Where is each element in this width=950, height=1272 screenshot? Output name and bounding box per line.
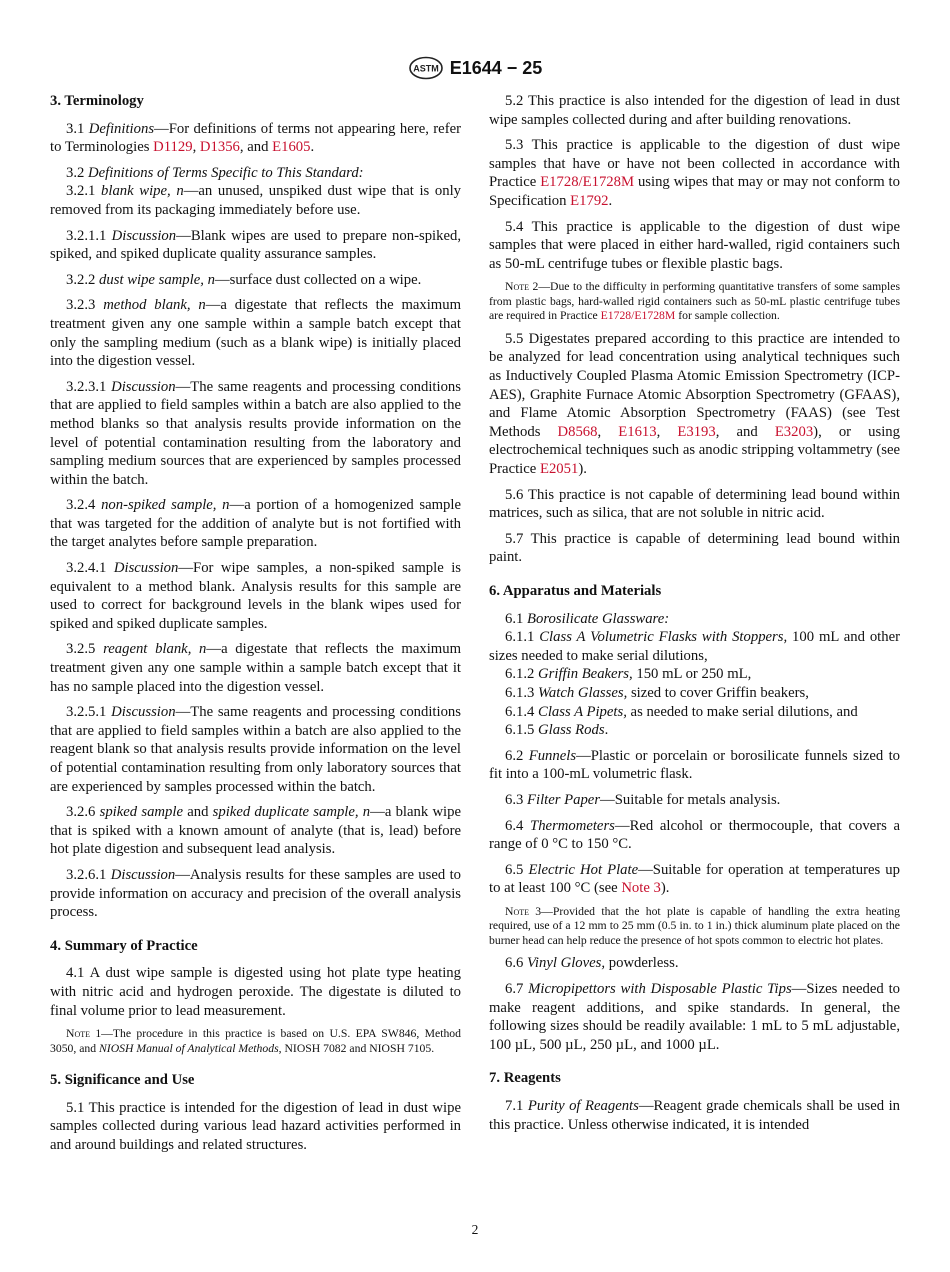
svg-text:ASTM: ASTM <box>412 63 439 74</box>
section-3-heading: 3. Terminology <box>50 93 144 109</box>
ref-e1613-link[interactable]: E1613 <box>618 423 657 440</box>
para-7-1: 7.1 Purity of Reagents—Reagent grade chemicals shall be used in this practice. Unless otherwise indicated, it is intended <box>489 1097 900 1133</box>
ref-e3193-link[interactable]: E3193 <box>677 423 716 440</box>
ref-e3203-link[interactable]: E3203 <box>774 423 814 440</box>
para-3-2-6: 3.2.6 spiked sample and spiked duplicate sample, n—a blank wipe that is spiked with a known amount of analyte (that is, lead) before hot plate digestion and subsequent lead analysis. <box>50 804 462 858</box>
para-3-2-3: 3.2.3 method blank, n—a digestate that reflects the maximum treatment given any one sample within a sample batch except that only the sampling medium (such as a blank wipe) is initially placed into the digestion vessel. <box>50 297 461 370</box>
page-header <box>0 56 950 85</box>
para-6-1-1: 6.1.1 Class A Volumetric Flasks with Stoppers, 100 mL and other sizes needed to make serial dilutions, <box>489 629 900 664</box>
para-6-1-4: 6.1.4 Class A Pipets, as needed to make serial dilutions, and <box>505 703 858 720</box>
section-7-heading: 7. Reagents <box>489 1070 561 1087</box>
para-6-1-5: 6.1.5 Glass Rods. <box>505 722 609 739</box>
right-column <box>489 92 900 1141</box>
para-6-5: 6.5 Electric Hot Plate—Suitable for operation at temperatures up to at least 100 °C (see Note 3). <box>489 861 900 897</box>
para-5-6: 5.6 This practice is not capable of determining lead bound within matrices, such as silica, that are not soluble in nitric acid. <box>489 486 900 522</box>
section-5-heading: 5. Significance and Use <box>50 1072 195 1089</box>
document-designation: E1644 − 25 <box>449 57 543 78</box>
ref-d1356-link[interactable]: D1356 <box>199 139 240 156</box>
para-5-5: 5.5 Digestates prepared according to this practice are intended to be analyzed for lead concentration using analytical techniques such as Inductively Coupled Plasma Atomic Emission Spectrometry (ICP-AES), Graphite Furnace Atomic Absorption Spectrometry (GFAAS), and Flame Atomic Absorption Spectrometry (FAAS) (see Test Methods D8568, E1613, E3193, and E3203), or using electrochemical techniques such as anodic stripping voltammetry (see Practice E2051). <box>489 330 900 477</box>
para-3-2-4: 3.2.4 non-spiked sample, n—a portion of a homogenized sample that was targeted for the addition of analyte but is not fortified with the target analytes before sample preparation. <box>50 497 462 551</box>
ref-e1605-link[interactable]: E1605 <box>272 139 311 156</box>
para-5-3: 5.3 This practice is applicable to the digestion of dust wipe samples that have or have not been collected in accordance with Practice E1728/E1728M using wipes that may or may not conform to Specification E1792. <box>489 137 900 209</box>
ref-e1728-link[interactable]: E1728/E1728M <box>540 174 635 191</box>
para-3-2: 3.2 Definitions of Terms Specific to This Standard: <box>66 164 364 181</box>
para-6-6: 6.6 Vinyl Gloves, powderless. <box>505 955 679 972</box>
para-5-4: 5.4 This practice is applicable to the digestion of dust wipe samples that were placed in either hard-walled, rigid containers such as 50-mL centrifuge tubes or flexible plastic bags. <box>489 218 900 272</box>
para-5-7: 5.7 This practice is capable of determining lead bound within paint. <box>489 530 900 566</box>
para-3-2-4-1: 3.2.4.1 Discussion—For wipe samples, a non-spiked sample is equivalent to a method blank. Analysis results for this sample are used to correct for background levels in the blank wipes used for spiked and spiked duplicate samples. <box>50 560 462 632</box>
para-3-2-2: 3.2.2 dust wipe sample, n—surface dust collected on a wipe. <box>66 271 422 288</box>
ref-d1129-link[interactable]: D1129 <box>153 139 193 156</box>
para-3-1: 3.1 Definitions—For definitions of terms not appearing here, refer to Terminologies D1129, D1356, and E1605. <box>50 120 461 156</box>
ref-note-3-link[interactable]: Note 3 <box>621 880 661 897</box>
ref-d8568-link[interactable]: D8568 <box>557 423 598 440</box>
para-3-2-1: 3.2.1 blank wipe, n—an unused, unspiked dust wipe that is only removed from its packaging immediately before use. <box>50 183 461 218</box>
para-6-1-3: 6.1.3 Watch Glasses, sized to cover Griffin beakers, <box>505 684 809 701</box>
para-6-2: 6.2 Funnels—Plastic or porcelain or borosilicate funnels sized to fit into a 100-mL volumetric flask. <box>489 747 900 783</box>
ref-e1792-link[interactable]: E1792 <box>570 192 609 209</box>
para-6-4: 6.4 Thermometers—Red alcohol or thermocouple, that covers a range of 0 °C to 150 °C. <box>489 817 900 853</box>
section-4-heading: 4. Summary of Practice <box>50 937 198 954</box>
para-5-1: 5.1 This practice is intended for the digestion of lead in dust wipe samples collected during various lead hazard activities performed in and around buildings and related structures. <box>50 1099 461 1153</box>
ref-e2051-link[interactable]: E2051 <box>539 461 579 477</box>
section-6-heading: 6. Apparatus and Materials <box>489 582 662 599</box>
para-6-1: 6.1 Borosilicate Glassware: <box>505 610 670 627</box>
astm-logo-icon <box>408 56 444 80</box>
para-6-3: 6.3 Filter Paper—Suitable for metals analysis. <box>505 791 781 808</box>
para-4-1: 4.1 A dust wipe sample is digested using hot plate type heating with nitric acid and hydrogen peroxide. The digestate is diluted to final volume prior to lead measurement. <box>50 965 461 1019</box>
para-3-2-3-1: 3.2.3.1 Discussion—The same reagents and processing conditions that are applied to field samples within a batch are also applied to the method blanks so that analysis results provide information on the level of potential contamination resulting from the laboratory and sampling medium sources that are experienced by samples processed within the batch. <box>50 378 461 488</box>
note-1: Note 1—The procedure in this practice is based on U.S. EPA SW846, Method 3050, and NIOSH Manual of Analytical Methods, NIOSH 7082 and NIOSH 7105. <box>50 1027 461 1055</box>
para-5-2: 5.2 This practice is also intended for the digestion of lead in dust wipe samples collected during and after building renovations. <box>489 93 900 128</box>
note-3: Note 3—Provided that the hot plate is capable of handling the extra heating required, use of a 12 mm to 25 mm (0.5 in. to 1 in.) thick aluminum plate placed on the burner head can help reduce the presence of hot spots common to electric hot plates. <box>489 904 900 947</box>
para-3-2-6-1: 3.2.6.1 Discussion—Analysis results for these samples are used to provide information on accuracy and precision of the overall analysis process. <box>50 866 462 921</box>
left-column <box>50 92 461 1162</box>
para-3-2-5: 3.2.5 reagent blank, n—a digestate that reflects the maximum treatment given any one sample within a sample batch except that it has no sample placed into the digestion vessel. <box>50 641 461 695</box>
para-6-7: 6.7 Micropipettors with Disposable Plastic Tips—Sizes needed to make reagent additions, and spike standards. In general, the following sizes should be readily available: 1 mL to 5 mL adjustable, 100 µL, 500 µL, 250 µL, and 1000 µL. <box>489 980 900 1053</box>
note-2: Note 2—Due to the difficulty in performing quantitative transfers of some samples from plastic bags, hard-walled rigid containers such as 50-mL plastic centrifuge tubes are required in Practice E1728/E1728M for sample collection. <box>489 280 900 323</box>
ref-e1728-note-link[interactable]: E1728/E1728M <box>600 309 676 323</box>
page-number: 2 <box>471 1222 479 1237</box>
para-6-1-2: 6.1.2 Griffin Beakers, 150 mL or 250 mL, <box>505 666 752 683</box>
para-3-2-5-1: 3.2.5.1 Discussion—The same reagents and processing conditions that are applied to field samples within a batch are also applied to the reagent blank so that analysis results provide information on the level of potential contamination resulting from only laboratory sources that are experienced by samples processed within the batch. <box>50 704 461 795</box>
para-3-2-1-1: 3.2.1.1 Discussion—Blank wipes are used to prepare non-spiked, spiked, and spiked duplicate quality assurance samples. <box>50 227 461 263</box>
